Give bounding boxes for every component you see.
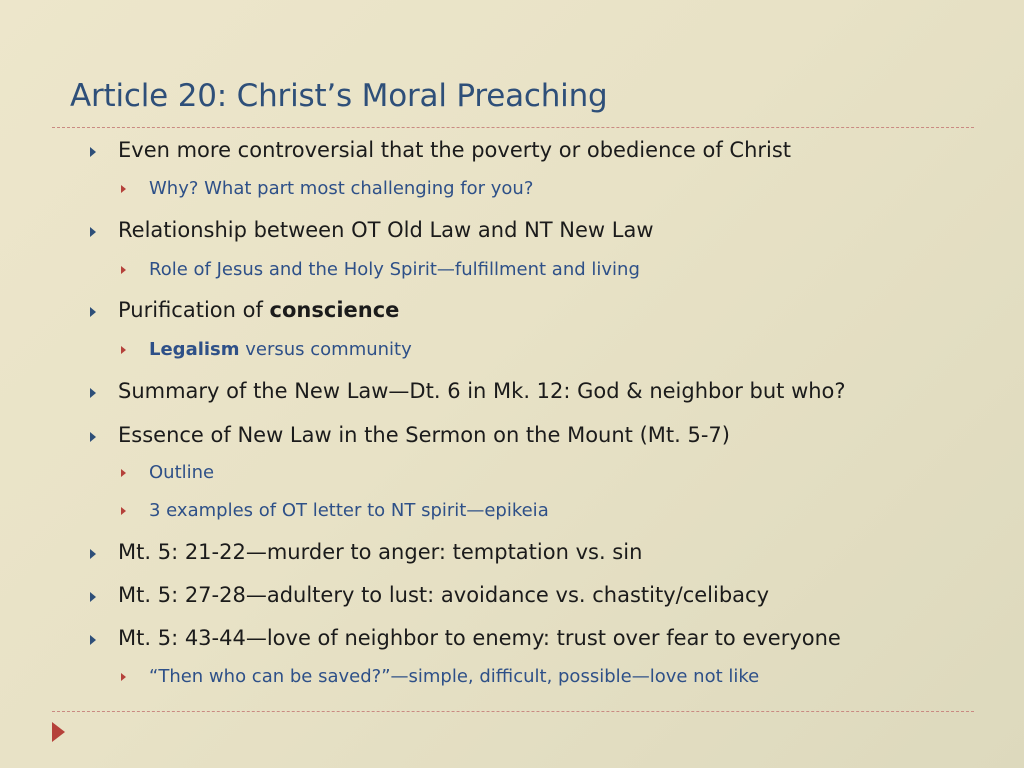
list-item-text: Essence of New Law in the Sermon on the Mount (Mt. 5-7) — [118, 423, 730, 447]
bullet-arrow-icon — [90, 592, 96, 602]
list-item — [149, 339, 412, 360]
bullet-arrow-icon — [90, 635, 96, 645]
slide-title: Article 20: Christ’s Moral Preaching — [70, 78, 608, 114]
list-item — [118, 138, 791, 162]
list-item — [118, 626, 841, 650]
list-item — [118, 540, 642, 564]
bullet-arrow-icon — [121, 346, 126, 354]
list-item-text: Outline — [149, 462, 215, 483]
bullet-arrow-icon — [121, 469, 126, 477]
list-item-text: “Then who can be saved?”—simple, difficult, possible—love not like — [149, 666, 760, 687]
list-item — [149, 462, 214, 483]
list-item-text: Relationship between OT Old Law and NT New Law — [118, 218, 654, 242]
list-item-text: Summary of the New Law—Dt. 6 in Mk. 12: God & neighbor but who? — [118, 379, 846, 403]
list-item-text: Mt. 5: 21-22—murder to anger: temptation vs. sin — [118, 540, 643, 564]
bullet-arrow-icon — [121, 507, 126, 515]
list-item-text-prefix: Purification of — [118, 298, 270, 322]
bullet-arrow-icon — [90, 227, 96, 237]
list-item — [118, 583, 769, 607]
bullet-arrow-icon — [121, 673, 126, 681]
list-item-text-bold: conscience — [269, 298, 400, 322]
list-item-text: Why? What part most challenging for you? — [149, 178, 534, 199]
list-item — [149, 178, 533, 199]
list-item-text-bold: Legalism — [149, 339, 240, 360]
list-item-text-suffix: versus community — [239, 339, 412, 360]
list-item — [149, 666, 759, 687]
list-item-text: Mt. 5: 43-44—love of neighbor to enemy: trust over fear to everyone — [118, 626, 841, 650]
list-item-text: Mt. 5: 27-28—adultery to lust: avoidance vs. chastity/celibacy — [118, 583, 770, 607]
list-item-text: Even more controversial that the poverty or obedience of Christ — [118, 138, 792, 162]
list-item-text: Role of Jesus and the Holy Spirit—fulfillment and living — [149, 259, 640, 280]
footer-divider — [52, 711, 974, 712]
bullet-arrow-icon — [121, 266, 126, 274]
list-item — [149, 500, 549, 521]
list-item — [118, 379, 846, 403]
play-arrow-icon[interactable] — [52, 722, 65, 742]
bullet-arrow-icon — [90, 432, 96, 442]
bullet-arrow-icon — [121, 185, 126, 193]
list-item — [118, 423, 730, 447]
title-divider — [52, 127, 974, 128]
bullet-arrow-icon — [90, 549, 96, 559]
list-item — [118, 298, 399, 322]
bullet-arrow-icon — [90, 147, 96, 157]
list-item — [149, 259, 640, 280]
list-item-text: 3 examples of OT letter to NT spirit—epikeia — [149, 500, 549, 521]
bullet-arrow-icon — [90, 388, 96, 398]
bullet-arrow-icon — [90, 307, 96, 317]
list-item — [118, 218, 654, 242]
